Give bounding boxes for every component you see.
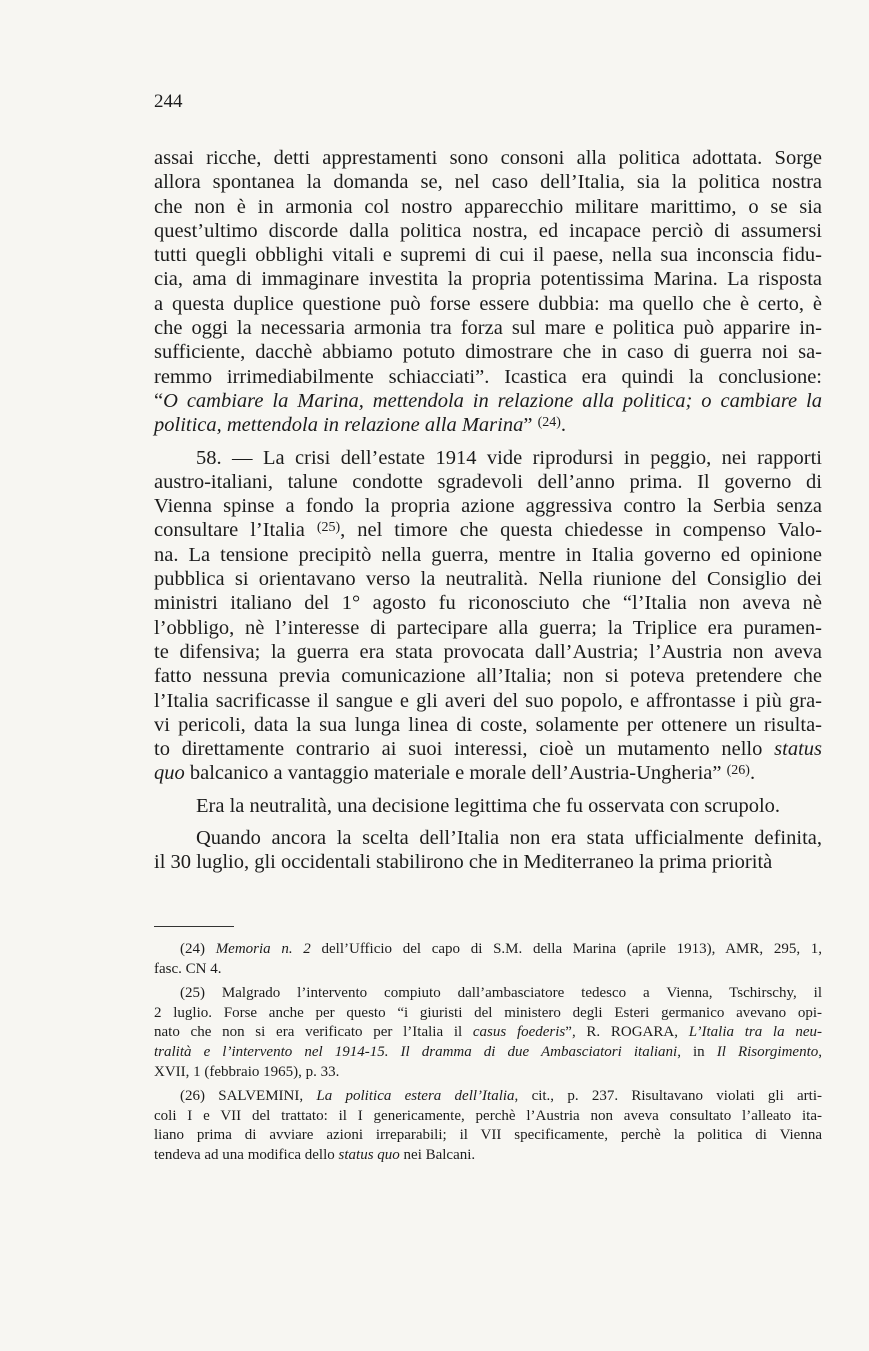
- footnote-ref: (26): [726, 763, 750, 779]
- footnote-line: [154, 1087, 822, 1107]
- page-number: 244: [154, 91, 183, 112]
- body-line: [154, 267, 822, 291]
- text-run: tendeva ad una modifica dello: [154, 1146, 339, 1163]
- body-line: [154, 689, 822, 713]
- text-run: (26) SALVEMINI,: [180, 1088, 317, 1105]
- body-line: [154, 518, 822, 542]
- text-run: remmo irrimediabilmente schiacciati”. Icastica era quindi la conclusione:: [154, 365, 822, 388]
- body-line: [154, 316, 822, 340]
- body-line: [154, 446, 822, 470]
- text-run: vi pericoli, data la sua lunga linea di coste, solamente per ottenere un risulta-: [154, 713, 822, 736]
- text-run: Era la neutralità, una decisione legittima che fu osservata con scrupolo.: [196, 794, 781, 817]
- text-run: , in: [677, 1043, 717, 1060]
- text-run: Vienna spinse a fondo la propria azione aggressiva contro la Serbia senza: [154, 495, 822, 518]
- footnotes: [154, 940, 822, 1171]
- text-run: XVII, 1 (febbraio 1965), p. 33.: [154, 1063, 340, 1080]
- body-line: [154, 494, 822, 518]
- body-line: [154, 170, 822, 194]
- text-run: assai ricche, detti apprestamenti sono consoni alla politica adottata. Sorge: [154, 147, 822, 169]
- footnote: [154, 1087, 822, 1165]
- text-run: il 30 luglio, gli occidentali stabilirono che in Mediterraneo la prima priorità: [154, 851, 773, 874]
- text-run: , nel timore che questa chiedesse in compenso Valo-: [340, 519, 822, 542]
- text-run: balcanico a vantaggio materiale e morale dell’Austria-Ungheria”: [184, 762, 727, 785]
- text-run: .: [560, 414, 567, 437]
- footnote-line: [154, 1004, 822, 1024]
- footnote-line: [154, 1146, 822, 1166]
- text-run: sufficiente, dacchè abbiamo potuto dimostrare che in caso di guerra noi sa-: [154, 341, 822, 364]
- text-run: austro-italiani, talune condotte sgradevoli dell’anno prima. Il governo di: [154, 470, 822, 493]
- footnote-line: [154, 1043, 822, 1063]
- text-run: dell’Ufficio del capo di S.M. della Marina (aprile 1913), AMR, 295, 1,: [310, 941, 823, 957]
- text-run: l’Italia sacrificasse il sangue e gli averi del suo popolo, e affrontasse i più gra-: [154, 689, 822, 712]
- body-line: [154, 243, 822, 267]
- italic-text: quo: [154, 762, 185, 785]
- text-run: cia, ama di immaginare investita la propria potentissima Marina. La risposta: [154, 268, 822, 291]
- footnote-line: [154, 960, 822, 980]
- footnote: [154, 984, 822, 1082]
- italic-text: casus foederis: [472, 1024, 566, 1041]
- text-run: coli I e VII del trattato: il I genericamente, perchè l’Austria non aveva consultato l’alleato ita-: [154, 1107, 822, 1124]
- text-run: te difensiva; la guerra era stata provocata dall’Austria; l’Austria non aveva: [154, 640, 822, 663]
- footnote-line: [154, 1063, 822, 1083]
- italic-text: La politica estera dell’Italia: [316, 1088, 515, 1105]
- text-run: ”: [523, 414, 538, 437]
- body-line: [154, 543, 822, 567]
- italic-text: tralità e l’intervento nel 1914-15. Il dramma di due Ambasciatori italiani: [154, 1043, 678, 1060]
- body-line: [154, 365, 822, 389]
- body-line: [154, 826, 822, 850]
- text-run: ”, R. ROGARA,: [565, 1024, 689, 1041]
- body-line: [154, 591, 822, 615]
- body-line: [154, 664, 822, 688]
- italic-text: L’Italia tra la neu-: [688, 1024, 822, 1041]
- text-run: fatto nessuna previa comunicazione all’Italia; non si poteva pretendere che: [154, 665, 822, 688]
- text-run: nato che non si era verificato per l’Italia il: [154, 1024, 473, 1041]
- text-run: Quando ancora la scelta dell’Italia non era stata ufficialmente definita,: [196, 827, 822, 850]
- text-run: to direttamente contrario ai suoi interessi, cioè un mutamento nello: [154, 738, 775, 761]
- text-run: a questa duplice questione può forse essere dubbia: ma quello che è certo, è: [154, 292, 822, 315]
- italic-text: politica, mettendola in relazione alla Marina: [154, 414, 524, 437]
- text-run: 2 luglio. Forse anche per questo “i giuristi del ministero degli Esteri germanico avevano opi-: [154, 1004, 822, 1021]
- italic-text: Memoria n. 2: [215, 941, 311, 957]
- body-line: [154, 640, 822, 664]
- text-run: .: [749, 762, 756, 785]
- body-line: [154, 713, 822, 737]
- footnote: [154, 940, 822, 979]
- body-line: [154, 616, 822, 640]
- body-line: [154, 219, 822, 243]
- text-run: (24): [180, 941, 216, 957]
- body-line: [154, 850, 822, 874]
- footnote-line: [154, 940, 822, 960]
- footnote-separator: [154, 926, 234, 927]
- text-run: l’obbligo, nè l’interesse di partecipare alla guerra; la Triplice era puramen-: [154, 616, 822, 639]
- body-text: [154, 146, 822, 875]
- text-run: (25) Malgrado l’intervento compiuto dall’ambasciatore tedesco a Vienna, Tschirschy, il: [180, 985, 822, 1002]
- body-line: [154, 737, 822, 761]
- text-run: ministri italiano del 1° agosto fu riconosciuto che “l’Italia non aveva nè: [154, 592, 822, 615]
- footnote-ref: (25): [316, 520, 341, 536]
- body-line: [154, 761, 822, 785]
- text-run: “: [154, 389, 164, 412]
- text-run: tutti quegli obblighi vitali e supremi di cui il paese, nella sua inconscia fidu-: [154, 244, 822, 267]
- text-run: quest’ultimo discorde dalla politica nostra, ed incapace perciò di assumersi: [154, 219, 822, 242]
- body-line: [154, 292, 822, 316]
- body-line: [154, 794, 822, 818]
- body-line: [154, 413, 822, 437]
- text-run: , cit., p. 237. Risultavano violati gli arti-: [514, 1088, 822, 1105]
- text-run: 58. — La crisi dell’estate 1914 vide riprodursi in peggio, nei rapporti: [196, 446, 822, 469]
- body-line: [154, 389, 822, 413]
- text-run: pubblica si orientavano verso la neutralità. Nella riunione del Consiglio dei: [154, 568, 822, 591]
- footnote-line: [154, 1126, 822, 1146]
- italic-text: Il Risorgimento: [716, 1043, 819, 1060]
- footnote-line: [154, 1023, 822, 1043]
- text-run: fasc. CN 4.: [154, 960, 222, 977]
- italic-text: status quo: [338, 1146, 400, 1163]
- footnote-line: [154, 1107, 822, 1127]
- footnote-ref: (24): [537, 415, 561, 431]
- italic-text: status: [774, 738, 822, 761]
- text-run: che non è in armonia col nostro apparecchio militare marittimo, o se sia: [154, 195, 822, 218]
- footnote-line: [154, 984, 822, 1004]
- body-line: [154, 195, 822, 219]
- italic-text: O cambiare la Marina, mettendola in relazione alla politica; o cambiare la: [163, 389, 822, 412]
- text-run: nei Balcani.: [399, 1146, 476, 1163]
- text-run: na. La tensione precipitò nella guerra, mentre in Italia governo ed opinione: [154, 543, 822, 566]
- text-run: allora spontanea la domanda se, nel caso dell’Italia, sia la politica nostra: [154, 171, 822, 194]
- text-run: ,: [818, 1043, 822, 1060]
- text-run: che oggi la necessaria armonia tra forza sul mare e politica può apparire in-: [154, 317, 822, 340]
- body-line: [154, 340, 822, 364]
- text-run: consultare l’Italia: [154, 519, 317, 542]
- body-line: [154, 146, 822, 170]
- body-line: [154, 567, 822, 591]
- body-line: [154, 470, 822, 494]
- text-run: liano prima di avviare azioni irreparabili; il VII specificamente, perchè la politica di Vienna: [154, 1127, 822, 1144]
